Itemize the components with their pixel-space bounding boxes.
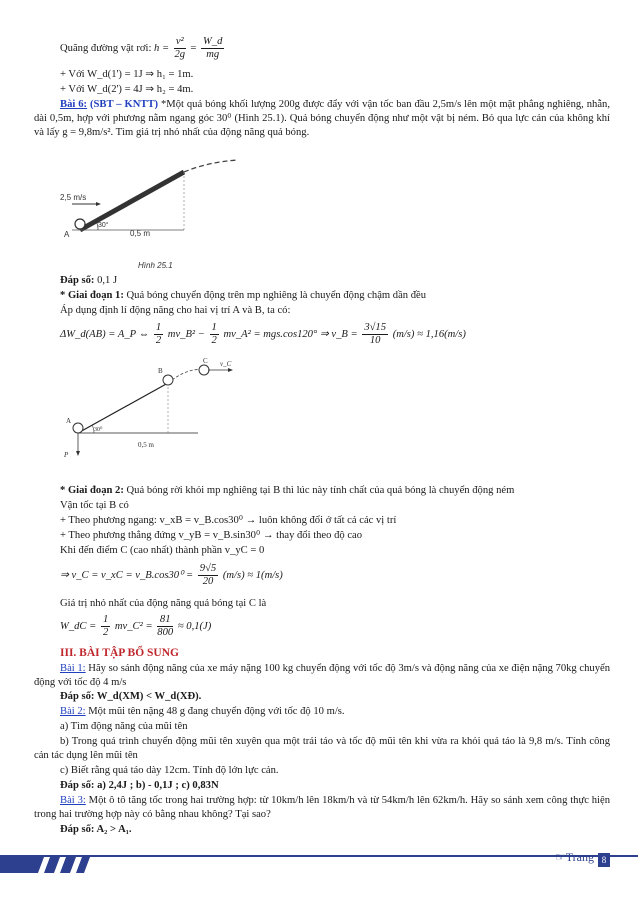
point-a-label: A bbox=[66, 417, 72, 425]
speed-label: 2,5 m/s bbox=[60, 193, 87, 202]
gd2-text: Quả bóng rời khỏi mp nghiêng tại B thì lúc này tính chất của quả bóng là chuyển động ném bbox=[126, 485, 515, 496]
dapso6-value: 0,1 J bbox=[97, 275, 118, 286]
bai6-label: Bài 6: bbox=[60, 99, 88, 110]
gd1-line2: Áp dụng định lí động năng cho hai vị trí A và B, ta có: bbox=[60, 305, 291, 316]
figure-phase-diagram bbox=[58, 355, 278, 465]
bai2-answer: Đáp số: a) 2,4J ; b) - 0,1J ; c) 0,83N bbox=[60, 780, 219, 791]
weight-arrow-head bbox=[76, 451, 80, 456]
bai1-label: Bài 1: bbox=[60, 663, 86, 674]
bai3-answer: Đáp số: A₂ > A₁. bbox=[60, 824, 132, 835]
bai2-text: Một mũi tên nặng 48 g đang chuyển động với tốc độ 10 m/s. bbox=[88, 706, 345, 717]
vb-fraction: $\frac{3√15}{10}$ bbox=[364, 322, 387, 347]
bai2-part-b: b) Trong quá trình chuyển động mũi tên xuyên qua một trái táo và tốc độ mũi tên khi vừa ra khỏi quả táo là 9,8 m/s. Tính công cản tác dụng lên mũi tên bbox=[34, 736, 610, 762]
page-number: 8 bbox=[598, 853, 610, 867]
half-fraction: $\frac{1}{2}$ bbox=[155, 322, 162, 347]
case-2-line: + Với W_d(2') = 4J ⇒ h₂ = 4m. bbox=[60, 84, 194, 95]
wdc-fraction: $\frac{81}{800}$ bbox=[157, 614, 174, 639]
gd1-text: Quả bóng chuyển động trên mp nghiêng là chuyển động chậm dần đều bbox=[126, 290, 427, 301]
vc-fraction: $\frac{9√5}{20}$ bbox=[199, 563, 217, 588]
dapso6-label: Đáp số: bbox=[60, 275, 95, 286]
gd2-line4: + Theo phương thẳng đứng v_yB = v_B.sin30⁰ → thay đổi theo độ cao bbox=[60, 530, 363, 541]
section-title: III. BÀI TẬP BỔ SUNG bbox=[60, 647, 179, 659]
fall-distance-line: Quãng đường vật rơi: h = $\frac{\text{v²}}{2g}$ = $\frac{W\_d}{mg}$ bbox=[60, 36, 223, 61]
bai2-part-c: c) Biết rằng quả táo dày 12cm. Tính độ lớn lực cản. bbox=[60, 765, 279, 776]
length-label: 0,5 m bbox=[130, 229, 151, 238]
bai1-text: Hãy so sánh động năng của xe máy nặng 100 kg chuyển động với tốc độ 3m/s và động năng của xe điện nặng 70kg chuyển động với tốc độ 4 m/s bbox=[34, 663, 610, 689]
equation-3: W_dC = $\frac{1}{2}$ mv_C² = $\frac{81}{800}$ ≈ 0,1(J) bbox=[60, 614, 212, 639]
gd2-line2: Vận tốc tại B có bbox=[60, 500, 129, 511]
ball-icon bbox=[75, 219, 85, 229]
point-a-label: A bbox=[64, 230, 70, 239]
footer-page-label: ☞Trang bbox=[555, 850, 594, 864]
half-fraction: $\frac{1}{2}$ bbox=[211, 322, 217, 347]
bai6-source: (SBT – KNTT) bbox=[90, 99, 159, 110]
speed-arrow-head bbox=[96, 202, 101, 206]
angle-label: 30⁰ bbox=[94, 427, 103, 433]
fraction-v2-2g: $\frac{\text{v²}}{2g}$ bbox=[174, 36, 186, 61]
ball-c-icon bbox=[199, 365, 209, 375]
trajectory-dashed bbox=[184, 160, 238, 172]
angle-label: 30° bbox=[98, 222, 109, 229]
figure-25-1 bbox=[58, 158, 288, 273]
dapso6-line bbox=[60, 274, 610, 288]
gd2-line3: + Theo phương ngang: v_xB = v_B.cos30⁰ → luôn không đổi ở tất cả các vị trí bbox=[60, 515, 397, 526]
footer-stripes bbox=[0, 857, 110, 873]
vc-label: v_C bbox=[220, 360, 232, 368]
bai1-paragraph bbox=[34, 662, 610, 690]
incline-line bbox=[78, 383, 168, 433]
bai2-label: Bài 2: bbox=[60, 706, 86, 717]
length-label: 0,5 m bbox=[138, 441, 154, 449]
ball-b-icon bbox=[163, 375, 173, 385]
bai2-part-a: a) Tìm động năng của mũi tên bbox=[60, 721, 188, 732]
ball-a-icon bbox=[73, 423, 83, 433]
gd2-label: * Giai đoạn 2: bbox=[60, 485, 124, 496]
gd2-line6: Giá trị nhỏ nhất của động năng quả bóng tại C là bbox=[60, 598, 267, 609]
bai3-text: Một ô tô tăng tốc trong hai trường hợp: từ 10km/h lên 18km/h và từ 54km/h lên 62km/h. Hãy so sánh xem công thực hiện trong hai trường hợp này có bằng nhau không? Tại sao? bbox=[34, 795, 610, 821]
bai1-answer: Đáp số: W_d(XM) < W_d(XĐ). bbox=[60, 691, 202, 702]
bai3-label: Bài 3: bbox=[60, 795, 86, 806]
gd2-line5: Khi đến điểm C (cao nhất) thành phần v_yC = 0 bbox=[60, 545, 265, 556]
pointing-hand-icon: ☞ bbox=[555, 850, 566, 864]
point-c-label: C bbox=[203, 357, 208, 365]
figure-caption: Hình 25.1 bbox=[138, 261, 173, 270]
point-b-label: B bbox=[158, 367, 163, 375]
gd1-line bbox=[60, 289, 610, 303]
fall-distance-label: Quãng đường vật rơi: bbox=[60, 43, 152, 55]
bai3-paragraph bbox=[34, 794, 610, 822]
bai2-line bbox=[60, 705, 610, 719]
weight-label: P bbox=[64, 451, 69, 459]
bai6-text: *Một quả bóng khối lượng 200g được đẩy với vận tốc ban đầu 2,5m/s lên một mặt phẳng nghiêng, nhẵn, dài 0,5m, hợp với phương nằm ngang góc 30⁰ (Hình 25.1). Quả bóng chuyển động như một vật bị ném. Bỏ qua lực cản của không khí và lấy g = 9,8m/s². Tìm giá trị nhỏ nhất của động năng quả bóng. bbox=[34, 99, 610, 139]
vc-arrow-head bbox=[228, 368, 233, 372]
formula-h: h = bbox=[154, 43, 170, 55]
half-fraction: $\frac{1}{2}$ bbox=[102, 614, 109, 639]
gd2-line bbox=[60, 484, 610, 498]
fraction-wd-mg: $\frac{W\_d}{mg}$ bbox=[203, 36, 223, 61]
equation-2: ⇒ v_C = v_xC = v_B.cos30⁰ = $\frac{9√5}{20}$ (m/s) ≈ 1(m/s) bbox=[60, 563, 283, 588]
case-1-line: + Với W_d(1') = 1J ⇒ h₁ = 1m. bbox=[60, 69, 194, 80]
incline-plane bbox=[80, 172, 184, 230]
equation-1: ΔW_d(AB) = A_P ⇔ $\frac{1}{2}$ mv_B² − $\frac{1}{2}$ mv_A² = mgs.cos120° ⇒ v_B = $\frac{3√15}{10}$ (m/s) ≈ 1,16(m/s) bbox=[60, 322, 466, 347]
gd1-label: * Giai đoạn 1: bbox=[60, 290, 124, 301]
bai6-paragraph bbox=[34, 98, 610, 140]
